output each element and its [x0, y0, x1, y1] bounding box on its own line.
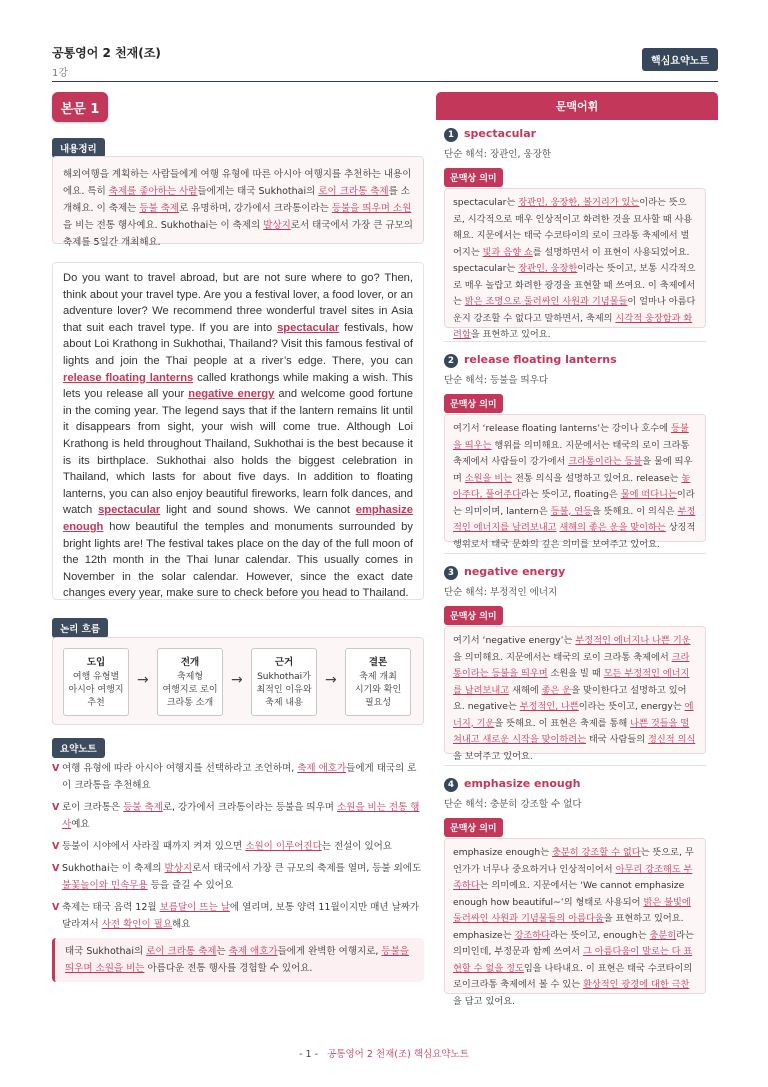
vocab-context: 여기서 ‘negative energy’는 부정적인 에너지나 나쁜 기운을 의미해요. 지문에서는 태국의 로이 크라통 축제에서 크라통이라는 등불을 띄우며 소원을 빌 때 모든 부정적인 에너지를 날려보내고 새해에 좋은 운을 맞이한다고 설명하고 있어요. negative는 부정적인, 나쁜이라는 뜻이고, energy는 에너지, 기운을 뜻해요. 이 표현은 축제를 통해 나쁜 것들을 떨쳐내고 새로운 시작을 맞이하려는 태국 사람들의 정신적 의식을 보여주고 있어요. [444, 626, 706, 754]
key-phrase: 정신적 의식 [648, 734, 696, 745]
key-phrase: 등불을 띄우며 소원 [331, 203, 412, 214]
divider [444, 341, 706, 342]
passage-text: Do you want to travel abroad, but are not sure where to go? Then, think about your travel type. Are you a festival lover, a food lover, or an adventure lover? We recommend three wonderful travel sites in Asia that suit each travel type. If you are into spectacular festivals, how about Loi Krathong in Sukhothai, Thailand? Visit this famous festival of lights and join the Thai people at a river’s edge. There, you can release floating lanterns called krathongs while making a wish. This lets you release all your negative energy and welcome good fortune in the coming year. The legend says that if the lantern remains lit until it disappears from sight, your wish will come true. Although Loi Krathong is held throughout Thailand, Sukhothai is the best because it is its birthplace. Sukhothai also holds the biggest celebration in Thailand, which lasts for about five days. In addition to floating lanterns, you can also enjoy beautiful fireworks, learn folk dances, and watch spectacular light and sound shows. We cannot emphasize enough how beautiful the temples and monuments surrounded by bright lights are! The festival takes place on the day of the full moon of the 12th month in the Thai lunar calendar. This usually comes in November in the solar calendar. However, since the exact date changes every year, make sure to check before you head to Thailand. [52, 262, 424, 600]
key-phrase: 축제 애호가 [297, 763, 347, 774]
key-phrase: 새해의 좋은 운을 맞이하는 [559, 522, 666, 533]
flow-step-intro [63, 648, 129, 716]
key-phrase: 사전 확인이 필요 [101, 919, 173, 930]
key-phrase: 부정적인, 나쁜 [519, 701, 579, 712]
context-label: 문맥상 의미 [444, 818, 503, 837]
key-phrase: 밝은 조명으로 둘러싸인 사원과 기념물들 [464, 296, 628, 307]
key-phrase: 장관인, 웅장한 [518, 263, 578, 274]
book-title: 공통영어 2 천재(조) [52, 46, 161, 60]
vocab-word: negative energy [464, 565, 566, 578]
arrow-right-icon: → [325, 672, 337, 688]
vocab-number: 2 [444, 354, 458, 368]
key-phrase: 로이 크라통 축제 [318, 186, 389, 197]
context-label: 문맥상 의미 [444, 606, 503, 625]
key-phrase: 소원을 비는 전통 행사 [62, 802, 420, 830]
flow-step-head: 결론 [368, 657, 388, 668]
flow-label: 논리 흐름 [52, 618, 108, 638]
key-phrase: 강조하다 [514, 929, 551, 941]
unit-label: 1강 [52, 68, 69, 79]
vocab-word: spectacular [464, 127, 537, 140]
check-icon: V [52, 841, 60, 852]
key-phrase: 발상지 [263, 220, 291, 231]
check-icon: V [52, 902, 60, 913]
summary-label: 내용정리 [52, 138, 105, 158]
vocab-number: 4 [444, 778, 458, 792]
vocab-word: release floating lanterns [464, 353, 617, 366]
flow-step-body: 축제 개최 시기와 확인 필요성 [354, 672, 402, 708]
key-phrase: 시각적 웅장함과 화려함 [453, 312, 693, 340]
page-header [52, 44, 718, 82]
vocab-simple-meaning: 단순 해석: 등불을 띄우다 [444, 375, 549, 386]
key-phrase: 물에 떠다니는 [620, 489, 677, 500]
key-phrase: 크라통이라는 등불을 띄우며 [453, 651, 690, 679]
vocab-number: 3 [444, 566, 458, 580]
key-phrase: 환상적인 광경에 대한 극찬 [582, 979, 690, 990]
key-phrase: 등불을 띄우는 [453, 423, 689, 451]
page-footer [0, 1046, 768, 1060]
footer-title: 공통영어 2 천재(조) 핵심요약노트 [327, 1049, 469, 1060]
key-phrase: 모든 부정적인 에너지를 날려보내고 [453, 668, 690, 696]
key-phrase: 소원이 이루어진다 [245, 841, 322, 852]
flow-step-head: 전개 [180, 657, 200, 668]
vocab-context: emphasize enough는 충분히 강조할 수 없다는 뜻으로, 무언가가 너무나 중요하거나 인상적이어서 아무리 강조해도 부족하다는 의미예요. 지문에서는 ‘We cannot emphasize enough how beautiful~’의 형태로 사용되어 밝은 불빛에 둘러싸인 사원과 기념물들의 아름다움을 표현하고 있어요. emphasize는 강조하다라는 뜻이고, enough는 충분히라는 의미인데, 부정문과 함께 쓰여서 그 아름다움이 말로는 다 표현할 수 없을 정도임을 나타내요. 이 표현은 태국 수코타이의 로이크라통 축제에서 볼 수 있는 환상적인 광경에 대한 극찬을 담고 있어요. [444, 838, 706, 994]
flow-step-body: Sukhothai가 최적인 이유와 축제 내용 [256, 672, 312, 708]
key-phrase: 좋은 운 [541, 684, 572, 696]
flow-step-conclusion [345, 648, 411, 716]
notes-label: 요약노트 [52, 738, 105, 758]
key-phrase: spectacular [277, 321, 340, 334]
vocab-simple-meaning: 단순 해석: 충분히 강조할 수 없다 [444, 799, 582, 810]
key-phrase: spectacular [98, 504, 161, 517]
key-phrase: 충분히 [649, 929, 677, 941]
flow-step-body: 여행 유형별 아시아 여행지 추천 [68, 672, 124, 708]
check-icon: V [52, 802, 60, 813]
vocab-title: 문맥어휘 [436, 92, 718, 120]
key-phrase: emphasize enough [63, 504, 413, 533]
key-phrase: 놓아주다, 풀어주다 [453, 472, 691, 500]
key-phrase: 등불을 띄우며 소원을 비는 [65, 946, 409, 974]
key-phrase: 에너지, 기운 [453, 701, 694, 729]
key-phrase: 아무리 강조해도 부족하다 [453, 863, 693, 891]
arrow-right-icon: → [231, 672, 243, 688]
page-number: - 1 - [299, 1049, 319, 1060]
key-phrase: 소원을 비는 [464, 472, 513, 484]
key-phrase: 충분히 강조할 수 없다 [552, 847, 641, 858]
logic-flow [52, 637, 424, 725]
key-phrase: 등불, 연등 [550, 505, 592, 517]
note-item: V 여행 유형에 따라 아시아 여행지를 선택하라고 조언하며, 축제 애호가들에게 태국의 로이 크라통을 추천해요 [52, 760, 424, 794]
key-phrase: 등불 축제 [123, 802, 163, 813]
key-phrase: 축제 애호가 [228, 946, 278, 957]
key-phrase: 나쁜 것들을 떨쳐내고 새로운 시작을 맞이하려는 [453, 717, 690, 745]
key-phrase: 그 아름다움이 말로는 다 표현할 수 없을 정도 [453, 946, 693, 974]
note-item: V 등불이 시야에서 사라질 때까지 켜져 있으면 소원이 이루어진다는 전설이 있어요 [52, 838, 424, 855]
vocab-simple-meaning: 단순 해석: 부정적인 에너지 [444, 587, 558, 598]
flow-step-body: 축제형 여행지로 로이 크라통 소개 [162, 672, 218, 708]
arrow-right-icon: → [137, 672, 149, 688]
context-label: 문맥상 의미 [444, 168, 503, 187]
flow-step-evidence [251, 648, 317, 716]
vocab-context: spectacular는 장관인, 웅장한, 볼거리가 있는이라는 뜻으로, 시각적으로 매우 인상적이고 화려한 것을 묘사할 때 사용해요. 지문에서는 태국 수코타이의 로이 크라통 축제에서 벌어지는 빛과 음향 쇼를 설명하면서 이 표현이 사용되었어요. spectacular는 장관인, 웅장한이라는 뜻이고, 보통 시각적으로 매우 놀랍고 화려한 광경을 표현할 때 쓰여요. 이 축제에서는 밝은 조명으로 둘러싸인 사원과 기념물들이 얼마나 아름다운지 강조할 수 없다고 말하면서, 축제의 시각적 웅장함과 화려함을 표현하고 있어요. [444, 188, 706, 328]
key-phrase: 빛과 음향 쇼 [482, 246, 533, 258]
context-label: 문맥상 의미 [444, 394, 503, 413]
check-icon: V [52, 763, 60, 774]
conclusion-box: 태국 Sukhothai의 로이 크라통 축제는 축제 애호가들에게 완벽한 여행지로, 등불을 띄우며 소원을 비는 아름다운 전통 행사를 경험할 수 있어요. [52, 938, 424, 982]
key-phrase: 장관인, 웅장한, 볼거리가 있는 [518, 197, 640, 208]
vocab-word: emphasize enough [464, 777, 581, 790]
note-item: V 로이 크라통은 등불 축제로, 강가에서 크라통이라는 등불을 띄우며 소원을 비는 전통 행사예요 [52, 799, 424, 833]
flow-step-head: 근거 [274, 657, 294, 668]
note-type-tag: 핵심요약노트 [642, 48, 718, 71]
vocab-context: 여기서 ‘release floating lanterns’는 강이나 호수에 등불을 띄우는 행위를 의미해요. 지문에서는 태국의 로이 크라통 축제에서 사람들이 강가에서 크라통이라는 등불을 물에 띄우며 소원을 비는 전통 의식을 설명하고 있어요. release는 놓아주다, 풀어주다라는 뜻이고, floating은 물에 떠다니는이라는 의미이며, lantern은 등불, 연등을 뜻해요. 이 의식은 부정적인 에너지를 날려보내고 새해의 좋은 운을 맞이하는 상징적 행위로서 태국 문화의 깊은 의미를 보여주고 있어요. [444, 414, 706, 542]
summary-notes [52, 760, 424, 938]
check-icon: V [52, 863, 60, 874]
divider [444, 553, 706, 554]
key-phrase: 보름달이 뜨는 날 [159, 902, 230, 913]
key-phrase: 발상지 [164, 863, 193, 874]
vocab-number: 1 [444, 128, 458, 142]
note-item: V 축제는 태국 음력 12월 보름달이 뜨는 날에 열리며, 보통 양력 11월이지만 매년 날짜가 달라져서 사전 확인이 필요해요 [52, 899, 424, 933]
vocab-simple-meaning: 단순 해석: 장관인, 웅장한 [444, 149, 552, 160]
key-phrase: 밝은 불빛에 둘러싸인 사원과 기념물들의 아름다움 [453, 896, 691, 924]
key-phrase: 부정적인 에너지나 나쁜 기운 [575, 635, 691, 646]
divider [444, 765, 706, 766]
key-phrase: 축제를 좋아하는 사람 [108, 186, 198, 197]
key-phrase: 부정적인 에너지를 날려보내고 [453, 505, 696, 533]
flow-step-development [157, 648, 223, 716]
note-item: V Sukhothai는 이 축제의 발상지로서 태국에서 가장 큰 규모의 축제를 열며, 등불 외에도 불꽃놀이와 민속무용 등을 즐길 수 있어요 [52, 860, 424, 894]
key-phrase: 등불 축제 [139, 203, 180, 214]
key-phrase: 로이 크라통 축제 [146, 946, 217, 957]
key-phrase: 크라통이라는 등불 [568, 456, 643, 467]
key-phrase: negative energy [188, 388, 275, 401]
passage-title: 본문 1 [52, 92, 108, 122]
summary-box: 해외여행을 계획하는 사람들에게 여행 유형에 따른 아시아 여행지를 추천하는 내용이에요. 특히 축제를 좋아하는 사람들에게는 태국 Sukhothai의 로이 크라통 축제를 소개해요. 이 축제는 등불 축제로 유명하며, 강가에서 크라통이라는 등불을 띄우며 소원을 비는 전통 행사예요. Sukhothai는 이 축제의 발상지로서 태국에서 가장 큰 규모의 축제를 5일간 개최해요. [52, 156, 424, 244]
key-phrase: release floating lanterns [63, 371, 194, 384]
key-phrase: 불꽃놀이와 민속무용 [62, 880, 148, 891]
flow-step-head: 도입 [86, 657, 106, 668]
